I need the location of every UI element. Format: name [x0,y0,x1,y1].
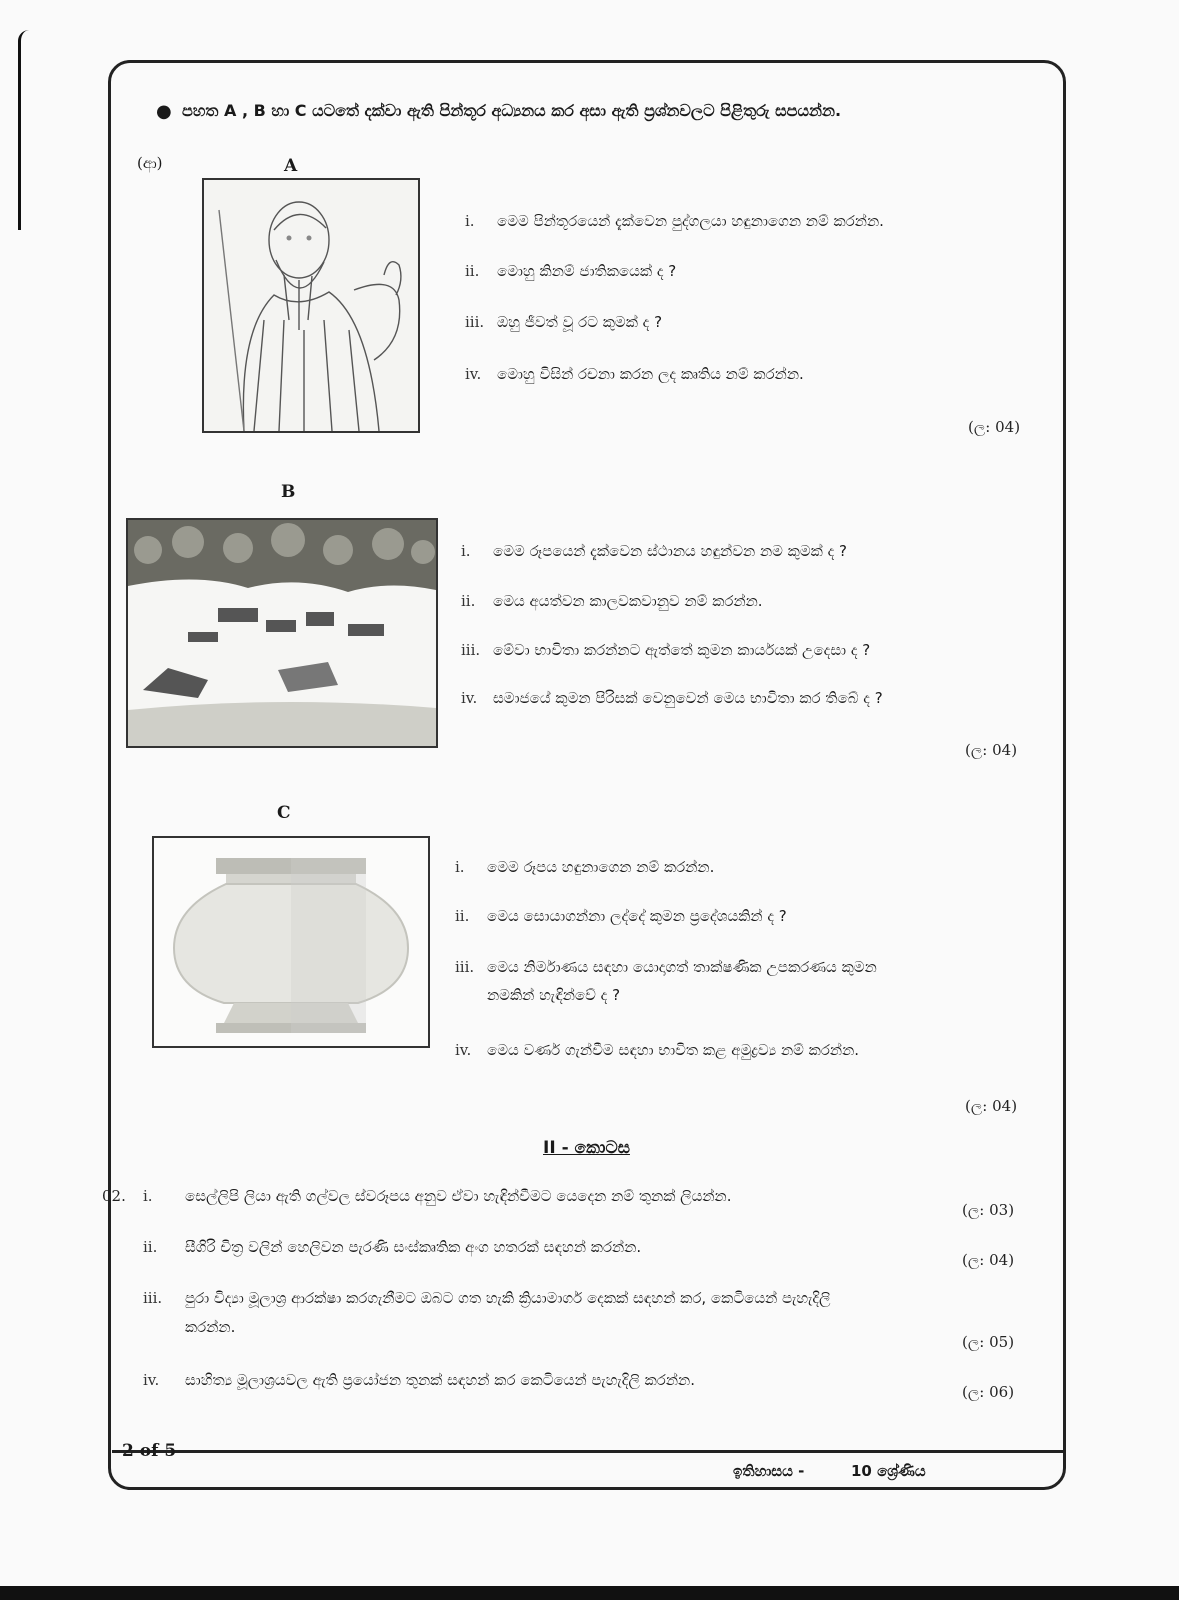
section-c-letter: C [277,803,291,823]
b-marks: (ල: 04) [965,741,1018,759]
p2-i2-marks: (ල: 04) [962,1251,1015,1269]
c-question-2 [455,907,787,925]
c-marks: (ල: 04) [965,1097,1018,1115]
c-q4-num: iv. [455,1041,472,1059]
ruins-image [126,518,438,748]
b-q2-num: ii. [461,592,476,610]
a-q1-text: මෙම පින්තූරයෙන් දැක්වෙන පුද්ගලයා හඳුනාගෙන නම් කරන්න. [497,212,884,230]
part-label: (ආ) [137,154,163,172]
bullet: ● [156,101,172,122]
b-q2-text: මෙය අයත්වන කාලවකවානුව නම් කරන්න. [493,592,763,610]
p2-i2-num: ii. [143,1238,158,1256]
portrait-drawing [204,180,418,431]
p2-i3-num: iii. [143,1289,163,1307]
urn-image [152,836,430,1048]
a-question-3 [465,313,662,331]
p2-i1-marks: (ල: 03) [962,1201,1015,1219]
portrait-image [202,178,420,433]
b-q3-num: iii. [461,641,481,659]
a-q3-text: ඔහු ජීවත් වූ රට කුමක් ද ? [497,313,663,331]
p2-i4-text: සාහිත්‍ය මූලාශ්‍රයවල ඇති ප්‍රයෝජන තුනක් සඳහන් කර කෙටියෙන් පැහැදිලි කරන්න. [185,1371,695,1389]
b-q1-num: i. [461,542,471,560]
c-question-3 [455,958,877,976]
c-q1-text: මෙම රූපය හඳුනාගෙන නම් කරන්න. [487,858,715,876]
p2-i1-num: i. [143,1187,153,1205]
ruins-drawing [128,520,436,746]
section-a-letter: A [284,156,298,176]
c-question-4 [455,1041,859,1059]
c-q1-num: i. [455,858,465,876]
footer-grade: 10 ශ්‍රේණිය [851,1462,926,1480]
a-q2-num: ii. [465,262,480,280]
p2-item-1 [143,1187,732,1205]
p2-i2-text: සීගිරි චිත්‍ර වලින් හෙලිවන පැරණි සංස්කෘතික අංග හතරක් සඳහන් කරන්න. [185,1238,642,1256]
a-q4-text: මොහු විසින් රචනා කරන ලද කෘතිය නම් කරන්න. [497,365,804,383]
b-q3-text: මේවා භාවිතා කරන්නට ඇත්තේ කුමන කාර්යයක් උදෙසා ද ? [493,641,871,659]
p2-item-4 [143,1371,695,1389]
p2-i1-text: සෙල්ලිපි ලියා ඇති ගල්වල ස්වරූපය අනුව ඒවා හැඳින්වීමට යෙදෙන නම් තුනක් ලියන්න. [185,1187,732,1205]
a-marks: (ල: 04) [968,418,1021,436]
c-question-3-cont: නමකින් හැඳින්වේ ද ? [487,986,621,1004]
p2-i4-num: iv. [143,1371,160,1389]
section-b-letter: B [281,482,296,502]
c-q2-text: මෙය සොයාගන්නා ලද්දේ කුමන ප්‍රදේශයකින් ද ? [487,907,787,925]
a-q1-num: i. [465,212,475,230]
c-q2-num: ii. [455,907,470,925]
part2-qnum: 02. [102,1187,126,1205]
b-q1-text: මෙම රූපයෙන් දැක්වෙන ස්ථානය හඳුන්වන නම කුමක් ද ? [493,542,847,560]
instruction: පහත A , B හා C යටතේ දක්වා ඇති පින්තූර අධ්‍යනය කර අසා ඇති ප්‍රශ්නවලට පිළිතුරු සපයන්න. [182,101,842,120]
b-question-3 [461,641,870,659]
p2-i3-text: පුරා විද්‍යා මූලාශ්‍ර ආරක්ෂා කරගැනීමට ඔබට ගත හැකි ක්‍රියාමාර්ග දෙකක් සඳහන් කර, කෙටියෙන් පැහැදිලි [185,1289,831,1307]
b-q4-num: iv. [461,689,478,707]
b-question-4 [461,689,883,707]
c-q4-text: මෙය වර්ණ ගැන්වීම සඳහා භාවිත කළ අමුද්‍රව්‍ය නම් කරන්න. [487,1041,860,1059]
a-q4-num: iv. [465,365,482,383]
a-q3-num: iii. [465,313,485,331]
scan-edge [18,30,29,230]
a-question-1 [465,212,884,230]
a-question-4 [465,365,804,383]
c-q3-text: මෙය නිර්මාණය සඳහා යොදාගත් තාක්ෂණික උපකරණය කුමන [487,958,877,976]
footer-subject: ඉතිහාසය - [733,1462,805,1480]
footer-divider [112,1450,1064,1453]
b-question-1 [461,542,847,560]
c-question-1 [455,858,714,876]
p2-item-3-cont: කරන්න. [185,1318,236,1336]
p2-i4-marks: (ල: 06) [962,1383,1015,1401]
a-question-2 [465,262,676,280]
c-q3-num: iii. [455,958,475,976]
part2-heading: II - කොටස [543,1138,630,1158]
page-number: 2 of 5 [122,1441,177,1461]
a-q2-text: මොහු කිනම් ජාතිකයෙක් ද ? [497,262,677,280]
p2-item-2 [143,1238,641,1256]
p2-item-3 [143,1289,831,1307]
b-question-2 [461,592,763,610]
scan-bottom-edge [0,1586,1179,1600]
p2-i3-marks: (ල: 05) [962,1333,1015,1351]
urn-drawing [154,838,428,1046]
b-q4-text: සමාජයේ කුමන පිරිසක් වෙනුවෙන් මෙය භාවිතා කර තිබේ ද ? [493,689,883,707]
